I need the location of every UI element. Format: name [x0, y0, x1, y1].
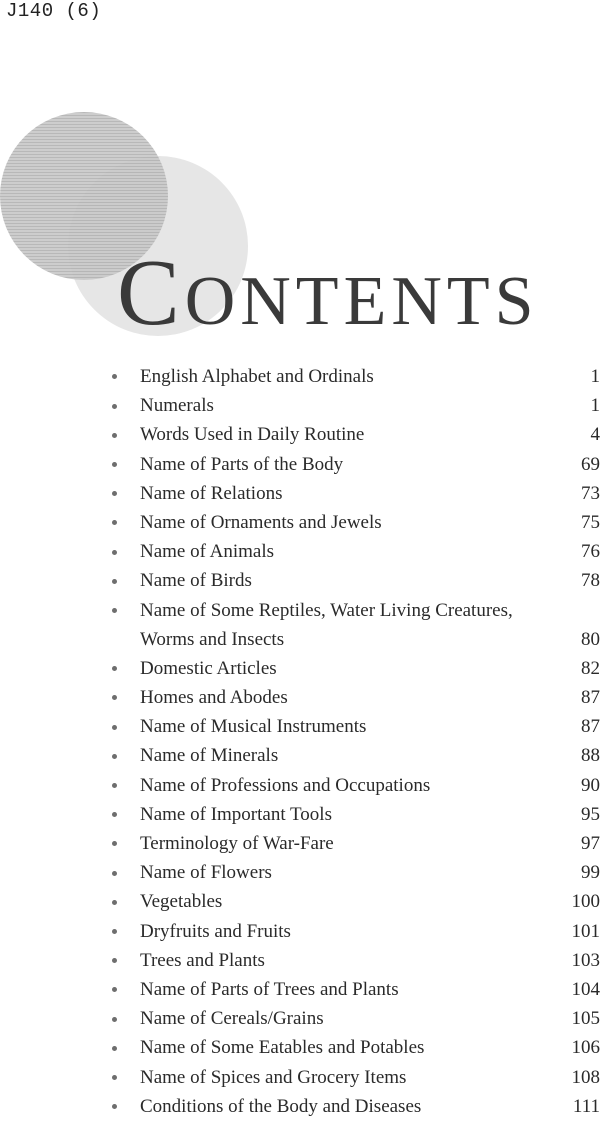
- toc-entry-label: Name of Animals: [140, 537, 274, 566]
- bullet-icon: [112, 550, 117, 555]
- title-rest: ONTENTS: [185, 263, 539, 340]
- toc-entry: [0, 887, 600, 916]
- toc-entry-page: 87: [581, 683, 600, 712]
- toc-entry: [0, 917, 600, 946]
- toc-entry-page: 100: [572, 887, 600, 916]
- page-title: [117, 246, 539, 340]
- bullet-icon: [112, 783, 117, 788]
- toc-entry-page: 106: [572, 1033, 600, 1062]
- toc-entry-label: Name of Musical Instruments: [140, 712, 366, 741]
- toc-entry-page: 69: [581, 450, 600, 479]
- toc-entry: [0, 391, 600, 420]
- bullet-icon: [112, 841, 117, 846]
- bullet-icon: [112, 1046, 117, 1051]
- toc-entry: [0, 858, 600, 887]
- bullet-icon: [112, 579, 117, 584]
- toc-entry-page: 99: [581, 858, 600, 887]
- bullet-icon: [112, 754, 117, 759]
- toc-entry-page: 80: [581, 625, 600, 654]
- toc-entry-label: Dryfruits and Fruits: [140, 917, 291, 946]
- toc-entry-label: Name of Some Reptiles, Water Living Creatures, Worms and Insects: [140, 596, 560, 654]
- bullet-icon: [112, 812, 117, 817]
- bullet-icon: [112, 871, 117, 876]
- bullet-icon: [112, 608, 117, 613]
- bullet-icon: [112, 1075, 117, 1080]
- toc-entry-page: 1: [591, 391, 600, 420]
- toc-entry-page: 87: [581, 712, 600, 741]
- toc-entry: [0, 450, 600, 479]
- toc-entry: [0, 654, 600, 683]
- toc-entry-page: 90: [581, 771, 600, 800]
- bullet-icon: [112, 1017, 117, 1022]
- toc-entry-page: 1: [591, 362, 600, 391]
- toc-entry-label: Vegetables: [140, 887, 222, 916]
- bullet-icon: [112, 725, 117, 730]
- bullet-icon: [112, 374, 117, 379]
- bullet-icon: [112, 462, 117, 467]
- toc-entry: [0, 712, 600, 741]
- toc-entry-label: Name of Parts of the Body: [140, 450, 343, 479]
- toc-entry-label: Conditions of the Body and Diseases: [140, 1092, 421, 1121]
- toc-entry-label: Name of Parts of Trees and Plants: [140, 975, 399, 1004]
- toc-entry-page: 104: [572, 975, 600, 1004]
- toc-entry-label: Name of Professions and Occupations: [140, 771, 430, 800]
- toc-list: [0, 362, 600, 1121]
- toc-entry-page: 97: [581, 829, 600, 858]
- bullet-icon: [112, 929, 117, 934]
- bullet-icon: [112, 900, 117, 905]
- toc-entry: [0, 1004, 600, 1033]
- toc-entry-page: 82: [581, 654, 600, 683]
- toc-entry-page: 78: [581, 566, 600, 595]
- toc-entry: [0, 420, 600, 449]
- title-initial: C: [117, 241, 185, 345]
- toc-entry-page: 76: [581, 537, 600, 566]
- bullet-icon: [112, 520, 117, 525]
- toc-entry: [0, 741, 600, 770]
- toc-entry-page: 101: [572, 917, 600, 946]
- toc-entry-label: Domestic Articles: [140, 654, 277, 683]
- toc-entry: [0, 683, 600, 712]
- toc-entry: [0, 362, 600, 391]
- toc-entry-page: 108: [572, 1063, 600, 1092]
- toc-entry-label: Name of Spices and Grocery Items: [140, 1063, 406, 1092]
- toc-entry-page: 95: [581, 800, 600, 829]
- toc-entry-label: Name of Relations: [140, 479, 282, 508]
- toc-entry-page: 73: [581, 479, 600, 508]
- toc-entry: [0, 771, 600, 800]
- toc-entry-label: Homes and Abodes: [140, 683, 288, 712]
- bullet-icon: [112, 695, 117, 700]
- toc-entry-label: Name of Cereals/Grains: [140, 1004, 324, 1033]
- bullet-icon: [112, 491, 117, 496]
- toc-entry: [0, 829, 600, 858]
- bullet-icon: [112, 1104, 117, 1109]
- toc-entry-page: 103: [572, 946, 600, 975]
- bullet-icon: [112, 958, 117, 963]
- toc-entry: [0, 479, 600, 508]
- bullet-icon: [112, 404, 117, 409]
- toc-entry-page: 105: [572, 1004, 600, 1033]
- toc-entry-page: 4: [591, 420, 600, 449]
- toc-entry-label: Words Used in Daily Routine: [140, 420, 364, 449]
- toc-entry: [0, 1033, 600, 1062]
- toc-entry-label: Trees and Plants: [140, 946, 265, 975]
- toc-entry-label: Terminology of War-Fare: [140, 829, 334, 858]
- bullet-icon: [112, 666, 117, 671]
- toc-entry-page: 111: [573, 1092, 600, 1121]
- toc-entry-label: Name of Ornaments and Jewels: [140, 508, 382, 537]
- toc-entry: [0, 800, 600, 829]
- toc-entry: [0, 508, 600, 537]
- toc-entry: [0, 1063, 600, 1092]
- toc-entry: [0, 946, 600, 975]
- toc-entry-label: Name of Minerals: [140, 741, 278, 770]
- toc-entry: [0, 975, 600, 1004]
- bullet-icon: [112, 433, 117, 438]
- toc-entry-label: Name of Some Eatables and Potables: [140, 1033, 424, 1062]
- toc-entry-label: Name of Flowers: [140, 858, 272, 887]
- toc-entry: [0, 537, 600, 566]
- toc-entry: [0, 1092, 600, 1121]
- toc-entry-page: 88: [581, 741, 600, 770]
- toc-entry: [0, 596, 600, 654]
- page-code: J140 (6): [6, 0, 101, 22]
- toc-entry: [0, 566, 600, 595]
- toc-entry-label: Name of Birds: [140, 566, 252, 595]
- toc-entry-label: Name of Important Tools: [140, 800, 332, 829]
- toc-entry-label: Numerals: [140, 391, 214, 420]
- toc-entry-label: English Alphabet and Ordinals: [140, 362, 374, 391]
- toc-entry-page: 75: [581, 508, 600, 537]
- bullet-icon: [112, 987, 117, 992]
